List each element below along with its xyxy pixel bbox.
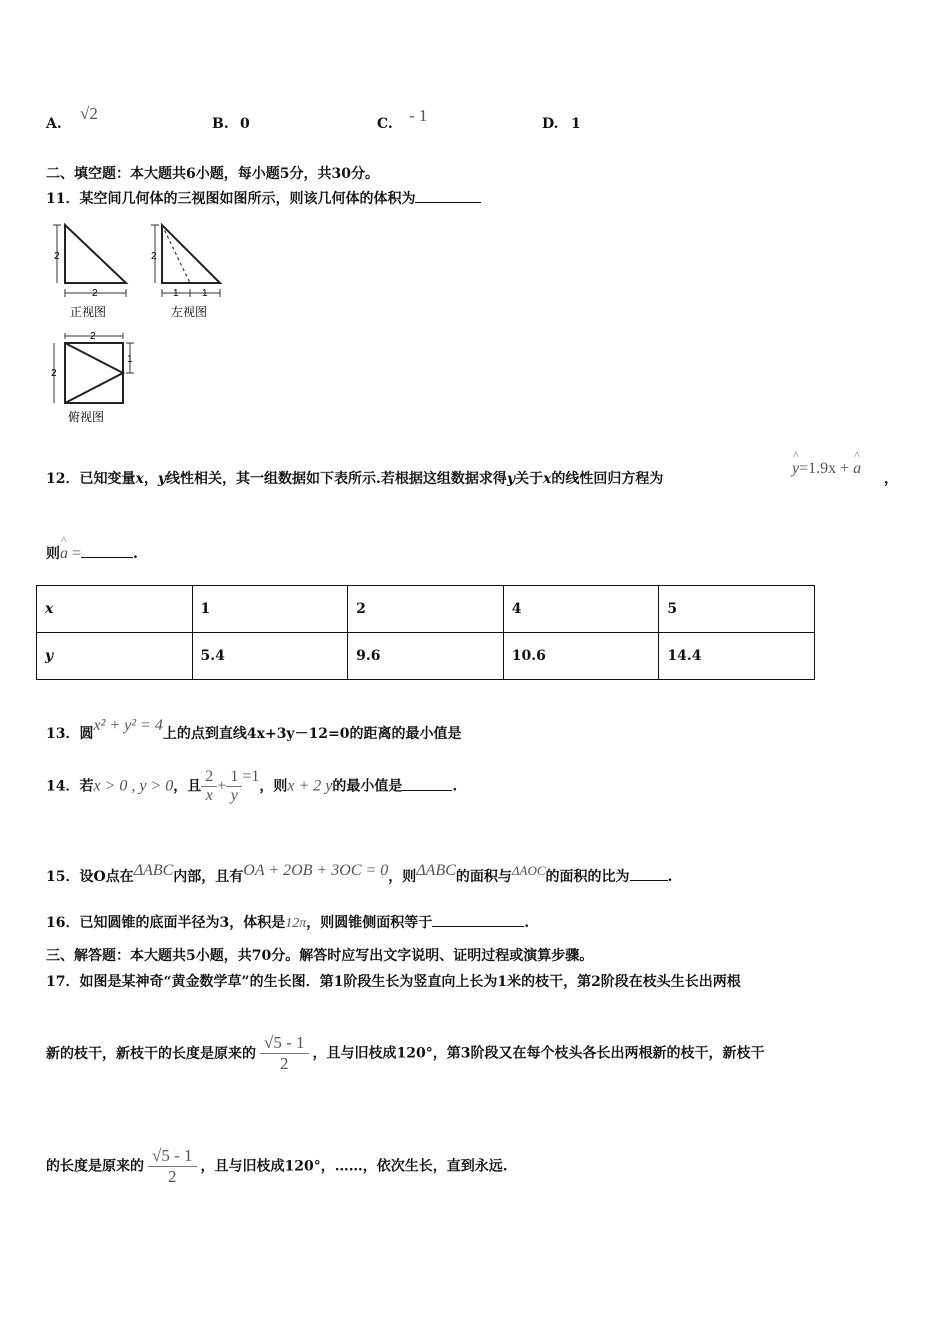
q17-line3-a: 的长度是原来的 xyxy=(46,1158,144,1175)
q12-var-x-2: x xyxy=(543,471,552,487)
q12-ahat: ^ a xyxy=(853,460,861,478)
q12-var-x: x xyxy=(135,471,144,487)
q14-and: ，且 xyxy=(173,778,202,795)
q15-t1: 点在 xyxy=(105,869,134,885)
q15-t2: 内部，且有 xyxy=(173,869,244,885)
q15-blank xyxy=(630,880,668,881)
q12-var-y: y xyxy=(157,471,166,487)
q15-t5: 的面积的比为 xyxy=(545,869,630,885)
q11-text xyxy=(46,188,481,208)
q12-eq-rhs: =1.9x + xyxy=(799,460,854,477)
q15-line xyxy=(46,862,673,886)
option-a-value: √2 xyxy=(80,104,98,123)
q15-end: . xyxy=(667,869,673,885)
q12-var-y-2: y xyxy=(506,471,515,487)
table-cell: 2 xyxy=(348,586,504,633)
table-cell: 5.4 xyxy=(192,633,348,680)
option-d-label: D. xyxy=(542,116,559,132)
option-d-value: 1 xyxy=(571,116,581,132)
q16-t2: ，则圆锥侧面积等于 xyxy=(306,915,433,931)
option-b-label: B. xyxy=(212,116,229,132)
q14-plus: + xyxy=(217,777,227,795)
left-dim-height: 2 xyxy=(151,251,157,262)
q14-line xyxy=(46,768,457,805)
table-cell: 14.4 xyxy=(659,633,815,680)
top-dim-height: 2 xyxy=(51,368,57,379)
q12-data-table xyxy=(36,585,815,680)
q17-line2-b: ，且与旧枝成120°，第3阶段又在每个枝头各长出两根新的枝干，新枝干 xyxy=(312,1045,765,1062)
q13-circle-eq: x² + y² = 4 xyxy=(93,717,163,734)
q12-line2 xyxy=(46,543,138,563)
q14-num: 14．若 xyxy=(46,778,94,795)
q13-stem: 上的点到直线4x+3y－12=0的距离的最小值是 xyxy=(162,726,462,742)
q12-blank xyxy=(81,557,133,558)
table-row xyxy=(37,633,815,680)
q12-stem-d: 的线性回归方程为 xyxy=(551,471,664,487)
front-dim-height: 2 xyxy=(54,251,60,262)
q11-stem: 11．某空间几何体的三视图如图所示，则该几何体的体积为 xyxy=(46,191,416,207)
left-dim-1b: 1 xyxy=(202,288,208,299)
table-cell: 10.6 xyxy=(503,633,659,680)
q12-end: . xyxy=(133,546,138,562)
q13-line xyxy=(46,717,462,743)
q17-ratio-fraction: $\frac{√5 - 1}{2}$ xyxy=(260,1033,309,1074)
q15-triangle-aoc: ΔAOC xyxy=(511,863,546,878)
q14-eq1: =1 xyxy=(242,767,260,785)
q16-line xyxy=(46,912,529,932)
q12-yhat: ^ y xyxy=(792,460,799,478)
front-dim-width: 2 xyxy=(92,288,98,299)
q15-o: O xyxy=(93,869,106,885)
q17-ratio-fraction-2: $\frac{√5 - 1}{2}$ xyxy=(148,1146,197,1187)
q12-stem-b: 线性相关，其一组数据如下表所示.若根据这组数据求得 xyxy=(165,471,507,487)
left-dim-1a: 1 xyxy=(173,288,179,299)
option-c-value: - 1 xyxy=(409,106,428,125)
front-view-label: 正视图 xyxy=(70,305,107,319)
q12-comma: ， xyxy=(884,471,898,487)
option-a-label: A. xyxy=(46,116,62,132)
option-b-value: 0 xyxy=(240,116,250,132)
q14-blank xyxy=(402,790,452,791)
q12-then: 则 xyxy=(46,546,60,562)
q15-t3: ，则 xyxy=(388,869,417,885)
q14-frac1: $\frac{2}{x}$ xyxy=(201,768,217,805)
q14-end: . xyxy=(452,778,458,795)
table-cell: 4 xyxy=(503,586,659,633)
q15-triangle-abc-2: ΔABC xyxy=(416,862,456,879)
table-cell: 1 xyxy=(192,586,348,633)
q17-line1: 17．如图是某神奇“黄金数学草”的生长图．第1阶段生长为竖直向上长为1米的枝干，第2阶段在枝头生长出两根 xyxy=(46,974,741,990)
left-view xyxy=(162,225,220,283)
q12-then-ahat: ^ a xyxy=(60,545,68,563)
q12-sep: ， xyxy=(143,471,158,487)
top-dim-1: 1 xyxy=(127,354,133,365)
q17-line3 xyxy=(46,1146,508,1187)
section3-heading: 三、解答题：本大题共5小题，共70分。解答时应写出文字说明、证明过程或演算步骤。 xyxy=(46,948,594,964)
q12-stem-c: 关于 xyxy=(515,471,543,487)
table-cell: 5 xyxy=(659,586,815,633)
q15-t4: 的面积与 xyxy=(455,869,512,885)
q16-end: . xyxy=(524,915,530,931)
table-header-x: x xyxy=(37,586,193,633)
q13-num: 13．圆 xyxy=(46,726,94,742)
q16-volume: 12π xyxy=(285,916,307,931)
q12-regression-equation xyxy=(792,458,861,478)
q16-t1: 16．已知圆锥的底面半径为3，体积是 xyxy=(46,915,286,931)
three-view-figure xyxy=(40,215,240,430)
section2-heading: 二、填空题：本大题共6小题，每小题5分，共30分。 xyxy=(46,166,379,182)
q11-blank xyxy=(415,202,481,203)
q12-line1 xyxy=(46,468,663,488)
q15-vector-eq: OA + 2OB + 3OC = 0 xyxy=(243,862,389,879)
q17-line2-a: 新的枝干，新枝干的长度是原来的 xyxy=(46,1045,256,1062)
left-view-hidden-edge xyxy=(162,225,190,283)
q14-frac2: $\frac{1}{y}$ xyxy=(226,768,242,805)
q17-line2 xyxy=(46,1033,764,1074)
q14-then: ，则 xyxy=(259,778,288,795)
table-cell: 9.6 xyxy=(348,633,504,680)
q12-then-eq: = xyxy=(68,545,82,562)
q16-blank xyxy=(432,926,524,927)
q14-stem: 的最小值是 xyxy=(332,778,403,795)
top-dim-width: 2 xyxy=(90,331,96,342)
top-view-label: 俯视图 xyxy=(68,410,105,424)
q17-line3-b: ，且与旧枝成120°，……，依次生长，直到永远. xyxy=(200,1158,508,1175)
front-dim-lines xyxy=(53,225,126,297)
option-c-label: C. xyxy=(377,116,393,132)
table-header-y: y xyxy=(37,633,193,680)
q14-cond: x > 0 , y > 0 xyxy=(93,777,174,795)
top-view xyxy=(65,343,123,403)
front-view xyxy=(65,225,126,283)
q15-triangle-abc: ΔABC xyxy=(133,862,174,879)
q14-expr: x + 2 y xyxy=(287,777,333,795)
left-view-label: 左视图 xyxy=(171,305,208,319)
table-row xyxy=(37,586,815,633)
q15-num: 15．设 xyxy=(46,869,94,885)
q12-stem-a: 12．已知变量 xyxy=(46,471,136,487)
